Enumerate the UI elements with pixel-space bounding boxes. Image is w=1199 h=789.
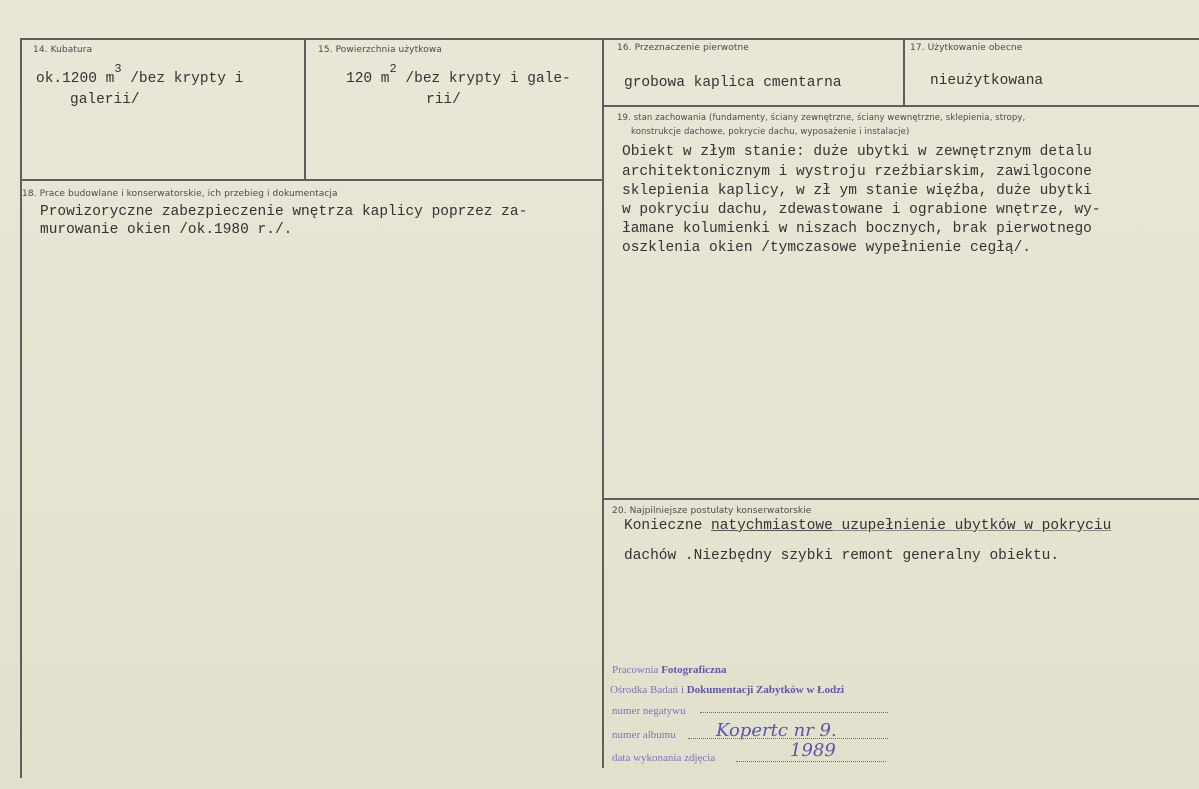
field-19-line-5: łamane kolumienki w niszach bocznych, brak pierwotnego — [622, 221, 1092, 237]
field-19-line-1: Obiekt w złym stanie: duże ubytki w zewnętrznym detalu — [622, 144, 1092, 160]
field-19-line-3: sklepienia kaplicy, w zł ym stanie więźba, duże ubytki — [622, 183, 1092, 199]
field-18-label: 18. Prace budowlane i konserwatorskie, ich przebieg i dokumentacja — [22, 189, 338, 199]
stamp-data-handwritten: 1989 — [790, 740, 836, 761]
field-15-note: /bez krypty i gale- — [396, 71, 571, 87]
stamp-line-1 — [612, 664, 727, 676]
stamp-data-dots — [736, 761, 886, 762]
field-19-line-4: w pokryciu dachu, zdewastowane i ograbione wnętrze, wy- — [622, 202, 1101, 218]
stamp-album-label: numer albumu — [612, 729, 676, 741]
divider-row-19-20 — [602, 498, 1199, 500]
stamp-line-2-part-b: Dokumentacji Zabytków w Łodzi — [686, 684, 845, 696]
top-border — [20, 38, 1199, 40]
field-17-value: nieużytkowana — [930, 73, 1044, 89]
field-14-value-line1 — [36, 62, 244, 87]
field-19-label-line1: 19. stan zachowania (fundamenty, ściany zewnętrzne, ściany wewnętrzne, sklepienia, stropy, — [617, 113, 1026, 123]
field-19-line-2: architektonicznym i wystroju rzeźbiarskim, zawilgocone — [622, 164, 1092, 180]
divider-row-14-18 — [20, 179, 603, 181]
field-20-underlined-word: natychmiastowe — [711, 518, 833, 534]
field-17-label: 17. Użytkowanie obecne — [910, 43, 1023, 53]
field-14-unit-exponent: 3 — [114, 62, 122, 76]
stamp-line-2-part-a: Ośrodka Badań i — [610, 684, 687, 696]
field-16-value: grobowa kaplica cmentarna — [624, 75, 842, 91]
field-15-area: 120 m — [346, 71, 390, 87]
divider-col-main — [602, 38, 604, 768]
field-14-note: /bez krypty i — [121, 71, 244, 87]
field-15-value-line2: rii/ — [426, 92, 461, 108]
field-20-line-1-rest: uzupełnienie ubytków w pokryciu — [832, 518, 1112, 534]
stamp-album-handwritten: Kopertc nr 9. — [716, 720, 837, 741]
field-20-line-1 — [624, 518, 1111, 534]
stamp-line-2 — [610, 684, 844, 696]
divider-col-16-17 — [903, 38, 905, 106]
field-20-line-2: dachów .Niezbędny szybki remont generalny obiektu. — [624, 548, 1060, 564]
field-15-label: 15. Powierzchnia użytkowa — [318, 45, 442, 55]
stamp-line-1-part-a: Pracownia — [612, 664, 662, 676]
stamp-negatyw-dots — [700, 712, 888, 713]
stamp-data-label: data wykonania zdjęcia — [612, 752, 716, 764]
field-18-line-1: Prowizoryczne zabezpieczenie wnętrza kaplicy poprzez za- — [40, 204, 528, 220]
field-14-value-line2: galerii/ — [70, 92, 140, 108]
field-14-label: 14. Kubatura — [33, 45, 93, 55]
left-border — [20, 38, 22, 778]
field-14-volume: ok.1200 m — [36, 71, 115, 87]
field-20-word-konieczne: Konieczne — [624, 518, 712, 534]
field-19-line-6: oszklenia okien /tymczasowe wypełnienie cegłą/. — [622, 240, 1031, 256]
field-18-line-2: murowanie okien /ok.1980 r./. — [40, 222, 293, 238]
stamp-line-1-part-b: Fotograficzna — [661, 664, 727, 676]
divider-col-14-15 — [304, 38, 306, 180]
divider-row-16-19 — [602, 105, 1199, 107]
field-19-label-line2: konstrukcje dachowe, pokrycie dachu, wyposażenie i instalacje) — [631, 127, 910, 137]
field-15-value-line1 — [346, 62, 571, 87]
field-15-unit-exponent: 2 — [389, 62, 397, 76]
field-16-label: 16. Przeznaczenie pierwotne — [617, 43, 749, 53]
field-20-label: 20. Najpilniejsze postulaty konserwatorskie — [612, 506, 812, 516]
stamp-negatyw-label: numer negatywu — [612, 705, 686, 717]
